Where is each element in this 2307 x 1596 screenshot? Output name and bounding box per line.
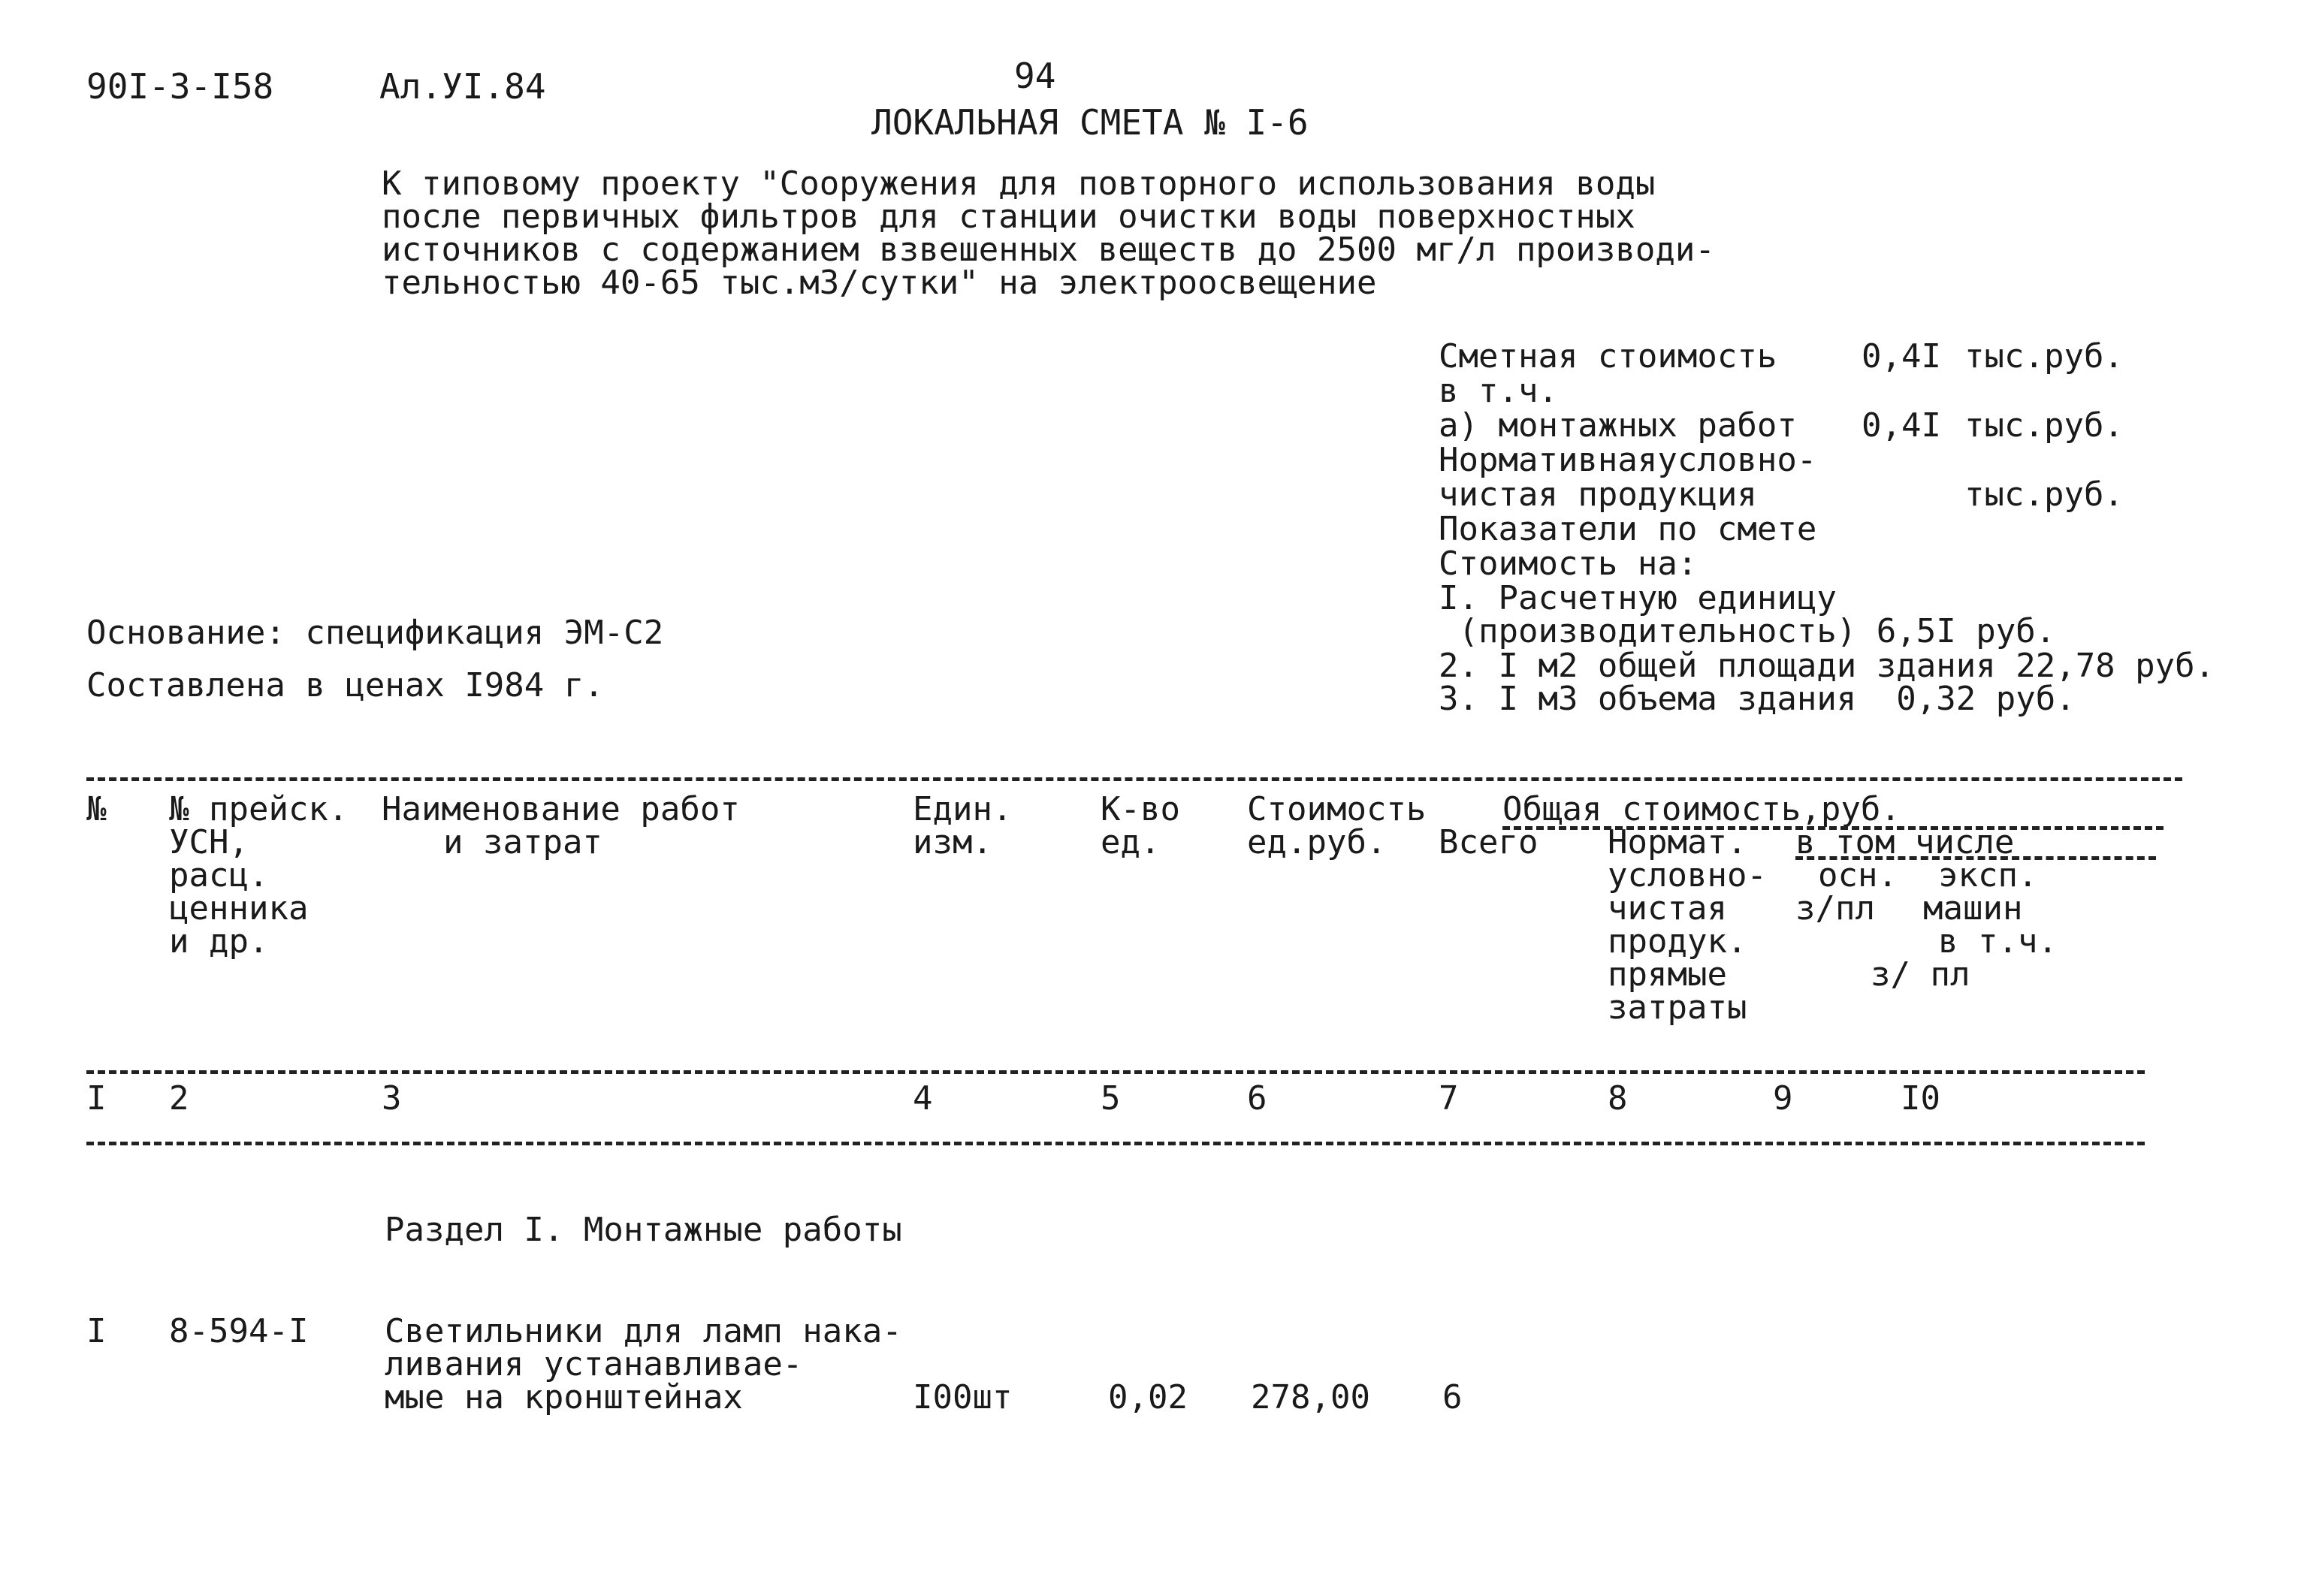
estimated-cost-unit: тыс.руб. xyxy=(1964,337,2124,376)
col-header-total-group: Общая стоимость,руб. xyxy=(1502,790,1901,828)
row-no: I xyxy=(86,1312,107,1350)
col-header-unit: изм. xyxy=(913,823,992,861)
col-header-unit: Един. xyxy=(913,790,1013,828)
estimated-cost-label: Сметная стоимость xyxy=(1439,337,1777,376)
incl-label: в т.ч. xyxy=(1439,372,1558,410)
estimated-cost-value: 0,4I xyxy=(1862,337,1941,376)
col-header-incl: в том числе xyxy=(1795,823,2015,861)
col-number: 9 xyxy=(1773,1079,1793,1118)
indicator-area-cost: 2. I м2 общей площади здания 22,78 руб. xyxy=(1439,647,2215,685)
subtitle-line: тельностью 40-65 тыс.м3/сутки" на электроосвещение xyxy=(382,264,1377,302)
col-header-name: и затрат xyxy=(443,823,602,861)
table-top-rule xyxy=(86,777,2182,781)
col-header-base-wage: осн. xyxy=(1818,856,1898,895)
col-number: 3 xyxy=(382,1079,402,1118)
indicators-label: Показатели по смете xyxy=(1439,510,1817,548)
col-number: 6 xyxy=(1247,1079,1267,1118)
normative-label: чистая продукция xyxy=(1439,475,1757,514)
section-title: Раздел I. Монтажные работы xyxy=(385,1211,902,1249)
row-total: 6 xyxy=(1442,1378,1463,1416)
row-name: Светильники для ламп нака- xyxy=(385,1312,902,1350)
col-header-machines: машин xyxy=(1923,889,2023,928)
col-number: 2 xyxy=(169,1079,189,1118)
row-unit: I00шт xyxy=(913,1378,1013,1416)
col-header-machines: з/ пл xyxy=(1871,955,1970,994)
subtitle-line: источников с содержанием взвешенных веществ до 2500 мг/л производи- xyxy=(382,231,1715,269)
col-header-machines: эксп. xyxy=(1938,856,2038,895)
col-header-base-wage: з/пл xyxy=(1795,889,1875,928)
numbers-bottom-rule xyxy=(86,1142,2145,1145)
col-header-no: № xyxy=(86,790,107,828)
doc-code: 90I-3-I58 xyxy=(86,66,274,107)
col-header-qty: К-во xyxy=(1101,790,1180,828)
indicator-unit-cost: I. Расчетную единицу xyxy=(1439,579,1837,617)
col-header-name: Наименование работ xyxy=(382,790,740,828)
indicator-unit-cost-value: (производительность) 6,5I руб. xyxy=(1439,612,2056,650)
col-header-norm: прямые xyxy=(1608,955,1727,994)
install-unit: тыс.руб. xyxy=(1964,406,2124,445)
col-header-norm: чистая xyxy=(1608,889,1727,928)
album-code: Ал.УI.84 xyxy=(379,66,546,107)
row-name: ливания устанавливае- xyxy=(385,1345,803,1383)
row-price-ref: 8-594-I xyxy=(169,1312,309,1350)
page-number: 94 xyxy=(1014,56,1056,96)
normative-label: Нормативнаяусловно- xyxy=(1439,441,1817,479)
cost-on-label: Стоимость на: xyxy=(1439,545,1698,583)
col-header-unit-cost: ед.руб. xyxy=(1247,823,1387,861)
col-header-norm: Нормат. xyxy=(1608,823,1747,861)
col-header-machines: в т.ч. xyxy=(1938,922,2058,961)
prices-line: Составлена в ценах I984 г. xyxy=(86,666,604,704)
col-header-norm: продук. xyxy=(1608,922,1747,961)
col-header-unit-cost: Стоимость xyxy=(1247,790,1427,828)
col-header-price-ref: УСН, xyxy=(169,823,249,861)
numbers-top-rule xyxy=(86,1070,2145,1074)
col-number: 5 xyxy=(1101,1079,1121,1118)
col-number: I0 xyxy=(1901,1079,1940,1118)
subtitle-line: К типовому проекту "Сооружения для повторного использования воды xyxy=(382,164,1656,203)
document-title: ЛОКАЛЬНАЯ СМЕТА № I-6 xyxy=(871,102,1309,143)
col-number: I xyxy=(86,1079,107,1118)
normative-unit: тыс.руб. xyxy=(1964,475,2124,514)
indicator-volume-cost: 3. I м3 объема здания 0,32 руб. xyxy=(1439,680,2076,718)
col-header-norm: условно- xyxy=(1608,856,1767,895)
col-header-price-ref: и др. xyxy=(169,922,269,961)
row-name: мые на кронштейнах xyxy=(385,1378,743,1416)
col-header-price-ref: № прейск. xyxy=(169,790,349,828)
col-header-qty: ед. xyxy=(1101,823,1161,861)
col-number: 7 xyxy=(1439,1079,1459,1118)
col-number: 4 xyxy=(913,1079,933,1118)
col-header-total: Всего xyxy=(1439,823,1539,861)
row-unit-cost: 278,00 xyxy=(1251,1378,1370,1416)
col-header-norm: затраты xyxy=(1608,988,1747,1027)
row-qty: 0,02 xyxy=(1108,1378,1188,1416)
install-label: а) монтажных работ xyxy=(1439,406,1797,445)
subtitle-line: после первичных фильтров для станции очистки воды поверхностных xyxy=(382,198,1635,236)
col-number: 8 xyxy=(1608,1079,1628,1118)
col-header-price-ref: расц. xyxy=(169,856,269,895)
install-value: 0,4I xyxy=(1862,406,1941,445)
col-header-price-ref: ценника xyxy=(169,889,309,928)
basis-line: Основание: спецификация ЭМ-С2 xyxy=(86,614,664,652)
